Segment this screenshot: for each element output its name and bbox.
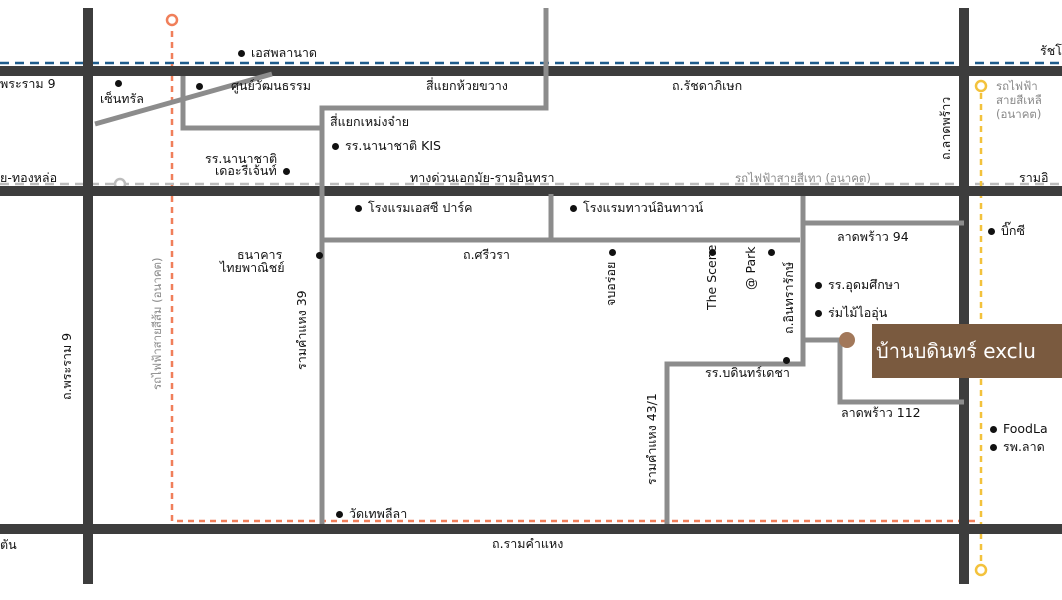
poi-marker (355, 205, 362, 212)
road-label-lat-phrao-vertical: ถ.ลาดพร้าว (938, 96, 953, 160)
poi-marker (768, 249, 775, 256)
road-label-expressway: ทางด่วนเอกมัย-รามอินทรา (410, 170, 555, 185)
poi-marker (283, 168, 290, 175)
poi-bodindecha-marker (783, 357, 790, 364)
poi-label: ศูนย์วัฒนธรรม (231, 78, 311, 93)
poi-marker (336, 511, 343, 518)
rail-label-orange-line: รถไฟฟ้าสายสีส้ม (อนาคต) (150, 257, 164, 390)
poi-marker (815, 282, 822, 289)
poi-esplanade (238, 47, 317, 60)
poi-central: เซ็นทรัล (100, 91, 144, 106)
poi-label: วัดเทพลีลา (349, 506, 408, 521)
poi-sc-park (355, 202, 472, 215)
poi-marker (115, 80, 122, 87)
poi-label: ธนาคาร (237, 247, 283, 262)
poi-marker (316, 252, 323, 259)
poi-bodindecha (705, 367, 790, 380)
road-label-srivara: ถ.ศรีวรา (463, 247, 510, 262)
poi-cultural-center (196, 80, 311, 93)
poi-marker (238, 50, 245, 57)
poi-at-park: @ Park (743, 246, 758, 290)
orange-rail-line (172, 20, 980, 521)
road-label-ramkhamhaeng: ถ.รามคำแหง (492, 536, 564, 551)
poi-marker (988, 228, 995, 235)
road-label-rama9: พระราม 9 (0, 76, 56, 91)
poi-marker (783, 357, 790, 364)
road-label-thonglo: ย-ทองหล่อ (0, 170, 58, 185)
poi-marker (196, 83, 203, 90)
poi-label: โรงแรมเอสซี ปาร์ค (368, 200, 473, 215)
poi-label: ร่มไม้ไออุ่น (828, 305, 888, 320)
rail-label-yellow-2: สายสีเหลื (996, 93, 1042, 107)
poi-regent (215, 165, 290, 178)
yellow-rail-station-bottom (976, 565, 986, 575)
yellow-rail-station-top (976, 81, 986, 91)
poi-marker (570, 205, 577, 212)
poi-label: รร.อุดมศึกษา (828, 277, 901, 292)
road-label-inthrarak: ถ.อินทรารักษ์ (781, 261, 796, 334)
road-label-rama9-vertical: ถ.พระราม 9 (59, 332, 74, 400)
poi-bigc (988, 225, 1025, 238)
poi-marker (990, 444, 997, 451)
poi-marker (815, 310, 822, 317)
poi-foodland (990, 423, 1048, 436)
poi-hospital (990, 441, 1045, 454)
road-label-lat-phrao-112: ลาดพร้าว 112 (841, 405, 921, 420)
project-callout[interactable] (872, 324, 1062, 378)
poi-chok-chai: จบอร่อย (603, 261, 618, 306)
rail-label-yellow-1: รถไฟฟ้า (996, 79, 1038, 93)
road-label-ratchadaphisek: ถ.รัชดาภิเษก (672, 78, 743, 93)
road-label-ram-in: รามอิ (1019, 170, 1049, 185)
poi-kis (332, 140, 441, 153)
orange-rail-station (167, 15, 177, 25)
poi-regent-line1: รร.นานาชาติ (205, 151, 278, 166)
project-location-pin (839, 332, 855, 348)
road-label-nueng-chai: สี่แยกเหม่งจ๋าย (330, 114, 410, 129)
poi-label: รร.บดินทร์เดชา (705, 365, 790, 380)
poi-wat-thep-lila (336, 508, 407, 521)
road-label-ramkhamhaeng-43-1: รามคำแหง 43/1 (644, 393, 659, 485)
poi-marker (990, 426, 997, 433)
poi-label: เดอะรีเจ้นท์ (215, 163, 277, 178)
poi-marker (332, 143, 339, 150)
poi-chok-chai-marker (609, 249, 616, 256)
rail-label-grey-line: รถไฟฟ้าสายสีเทา (อนาคต) (735, 171, 871, 185)
poi-central-marker (115, 80, 122, 87)
road-label-top-right: รัชโ (1040, 43, 1062, 58)
project-name: บ้านบดินทร์ exclu (876, 339, 1036, 363)
poi-label: รพ.ลาด (1003, 439, 1045, 454)
road-label-lat-phrao-94: ลาดพร้าว 94 (837, 229, 909, 244)
poi-town-in-town (570, 202, 703, 215)
poi-at-park-marker (768, 249, 775, 256)
poi-label: รร.นานาชาติ KIS (345, 138, 441, 153)
poi-label: เอสพลานาด (251, 45, 318, 60)
poi-label: บิ๊กซี (1001, 223, 1025, 238)
poi-scb-line2: ไทยพาณิชย์ (220, 260, 285, 275)
road-label-ramkhamhaeng-39: รามคำแหง 39 (294, 290, 309, 370)
rail-label-yellow-3: (อนาคต) (996, 107, 1042, 121)
poi-label: โรงแรมทาวน์อินทาวน์ (583, 200, 704, 215)
poi-label: FoodLa (1003, 421, 1048, 436)
poi-rom-mai-ai-un (815, 307, 887, 320)
poi-udom-suksa (815, 279, 900, 292)
road-label-huai-khwang: สี่แยกห้วยขวาง (426, 78, 508, 93)
road-label-left-bottom: ตัน (0, 537, 17, 552)
poi-marker (609, 249, 616, 256)
poi-the-scene: The Scene (704, 244, 719, 310)
